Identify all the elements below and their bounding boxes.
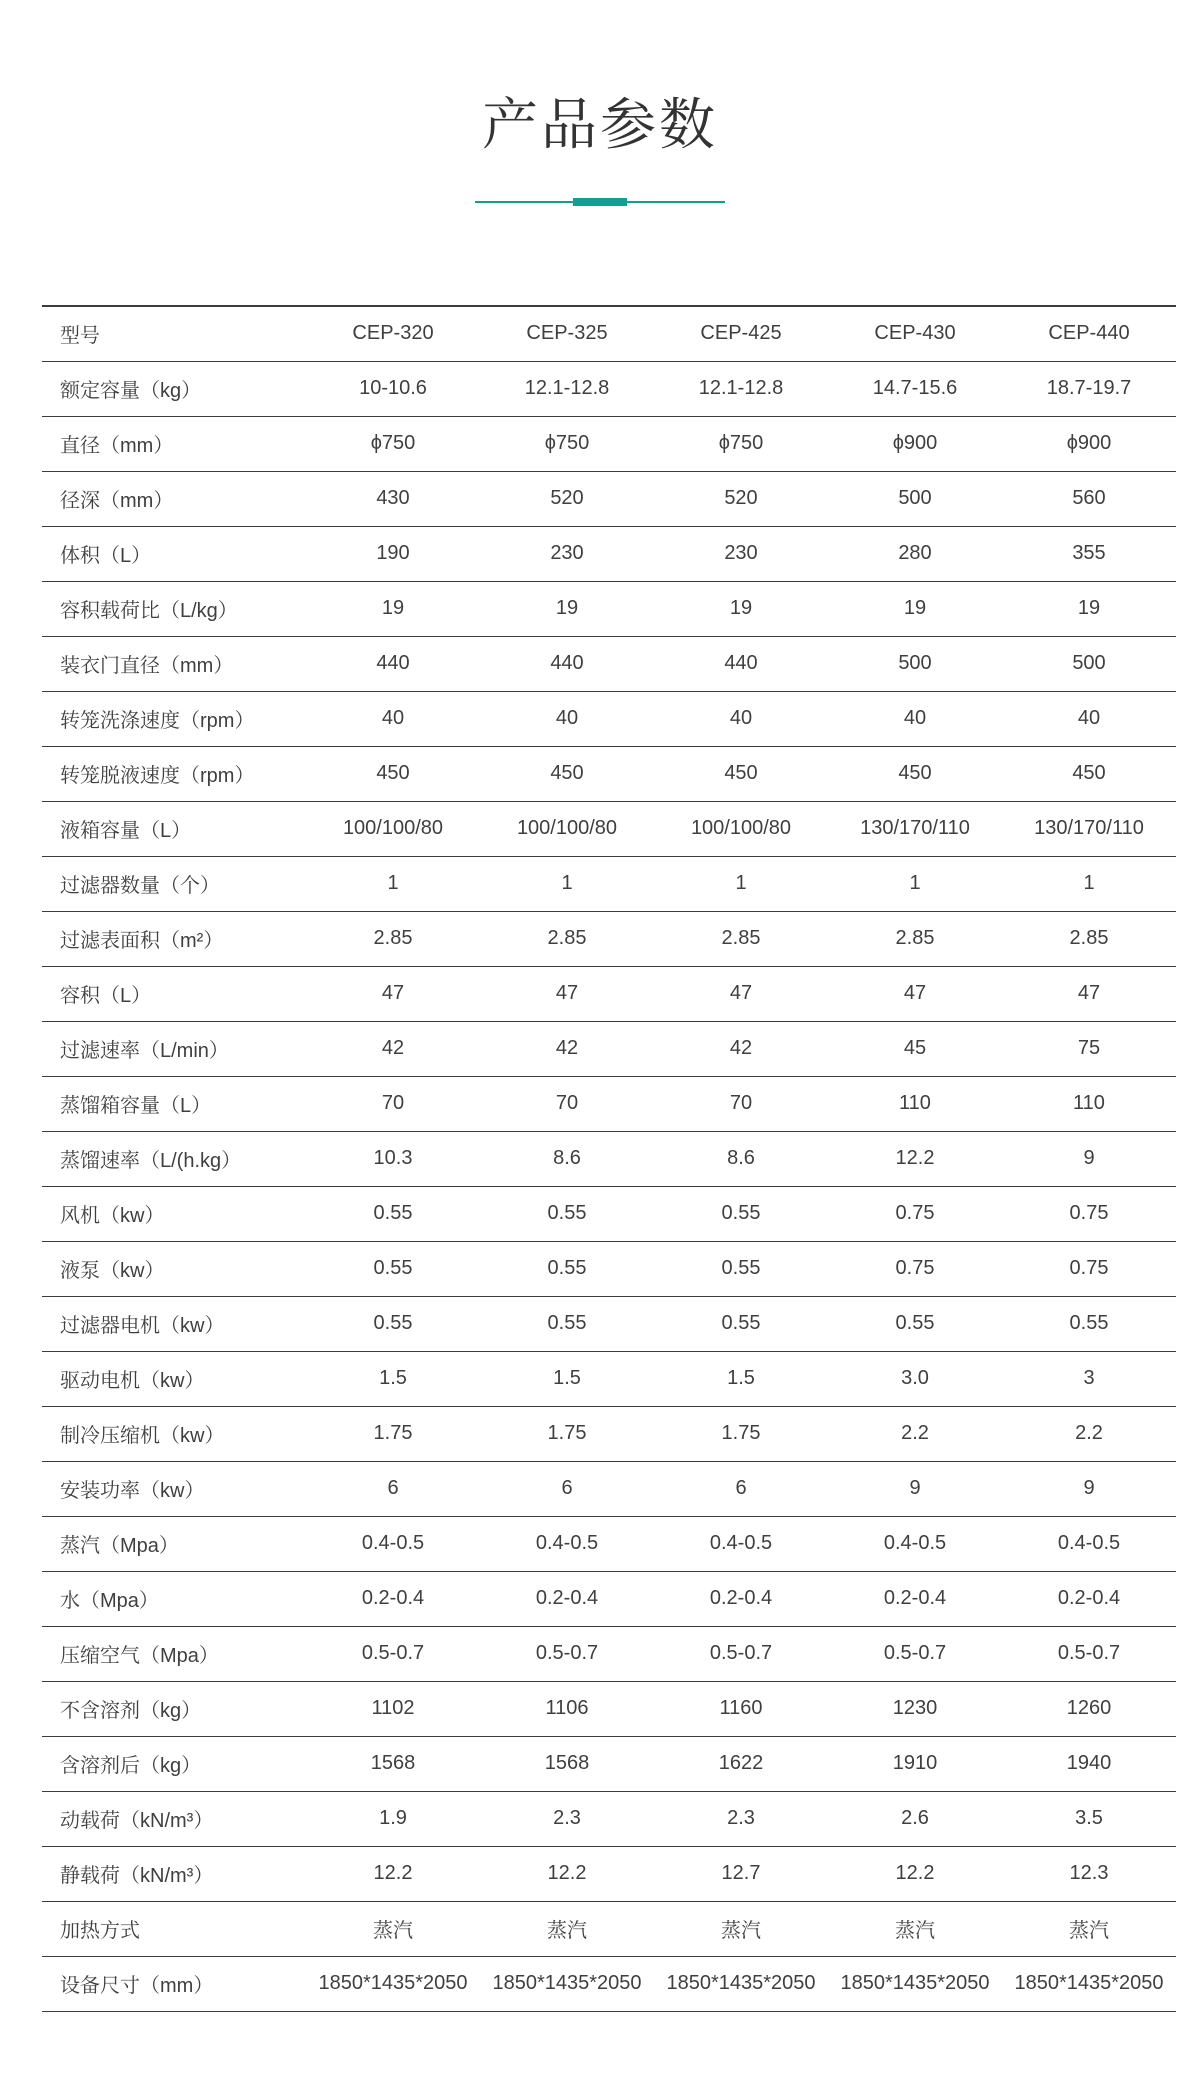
spec-value-cell: 12.7 xyxy=(654,1846,828,1901)
table-row xyxy=(42,1956,1176,2011)
spec-value-cell: 蒸汽 xyxy=(1002,1901,1176,1956)
spec-value-cell: 1 xyxy=(306,856,480,911)
spec-value-cell: 47 xyxy=(654,966,828,1021)
spec-value-cell: 130/170/110 xyxy=(1002,801,1176,856)
spec-value-cell: 1940 xyxy=(1002,1736,1176,1791)
spec-value-cell: 8.6 xyxy=(654,1131,828,1186)
spec-value-cell: 0.5-0.7 xyxy=(1002,1626,1176,1681)
model-column-header: CEP-320 xyxy=(306,306,480,362)
row-label: 设备尺寸（mm） xyxy=(42,1956,306,2011)
spec-value-cell: 450 xyxy=(1002,746,1176,801)
spec-value-cell: 75 xyxy=(1002,1021,1176,1076)
spec-table-body xyxy=(42,361,1176,2011)
spec-value-cell: 100/100/80 xyxy=(480,801,654,856)
spec-value-cell: ϕ750 xyxy=(306,416,480,471)
spec-value-cell: 1.75 xyxy=(480,1406,654,1461)
spec-value-cell: 280 xyxy=(828,526,1002,581)
spec-value-cell: 1160 xyxy=(654,1681,828,1736)
spec-value-cell: 1102 xyxy=(306,1681,480,1736)
spec-value-cell: 0.4-0.5 xyxy=(480,1516,654,1571)
spec-value-cell: ϕ750 xyxy=(654,416,828,471)
spec-value-cell: 450 xyxy=(480,746,654,801)
spec-value-cell: 190 xyxy=(306,526,480,581)
table-row xyxy=(42,1901,1176,1956)
spec-value-cell: 1622 xyxy=(654,1736,828,1791)
spec-value-cell: 70 xyxy=(480,1076,654,1131)
spec-value-cell: 47 xyxy=(306,966,480,1021)
spec-value-cell: 40 xyxy=(306,691,480,746)
table-row xyxy=(42,1021,1176,1076)
spec-value-cell: 0.5-0.7 xyxy=(828,1626,1002,1681)
spec-value-cell: 0.2-0.4 xyxy=(654,1571,828,1626)
row-label: 动载荷（kN/m³） xyxy=(42,1791,306,1846)
spec-value-cell: 2.2 xyxy=(1002,1406,1176,1461)
spec-value-cell: 0.55 xyxy=(480,1241,654,1296)
spec-value-cell: 560 xyxy=(1002,471,1176,526)
title-underline-accent xyxy=(573,198,627,206)
spec-value-cell: 0.55 xyxy=(480,1296,654,1351)
spec-value-cell: 1850*1435*2050 xyxy=(1002,1956,1176,2011)
row-label: 含溶剂后（kg） xyxy=(42,1736,306,1791)
spec-value-cell: 0.5-0.7 xyxy=(306,1626,480,1681)
row-label: 液泵（kw） xyxy=(42,1241,306,1296)
table-row xyxy=(42,636,1176,691)
spec-value-cell: 19 xyxy=(306,581,480,636)
spec-value-cell: 450 xyxy=(654,746,828,801)
table-row xyxy=(42,801,1176,856)
spec-value-cell: 1850*1435*2050 xyxy=(306,1956,480,2011)
spec-value-cell: 0.75 xyxy=(1002,1186,1176,1241)
spec-value-cell: 500 xyxy=(828,636,1002,691)
model-column-header: CEP-425 xyxy=(654,306,828,362)
table-row xyxy=(42,1516,1176,1571)
spec-value-cell: 0.2-0.4 xyxy=(828,1571,1002,1626)
spec-value-cell: 0.2-0.4 xyxy=(480,1571,654,1626)
row-label: 水（Mpa） xyxy=(42,1571,306,1626)
table-row xyxy=(42,1626,1176,1681)
row-label: 额定容量（kg） xyxy=(42,361,306,416)
spec-value-cell: 2.3 xyxy=(480,1791,654,1846)
spec-value-cell: 蒸汽 xyxy=(654,1901,828,1956)
spec-value-cell: 70 xyxy=(654,1076,828,1131)
spec-value-cell: 1106 xyxy=(480,1681,654,1736)
row-label: 容积载荷比（L/kg） xyxy=(42,581,306,636)
spec-value-cell: 130/170/110 xyxy=(828,801,1002,856)
spec-value-cell: 110 xyxy=(1002,1076,1176,1131)
spec-value-cell: 0.55 xyxy=(306,1296,480,1351)
row-label: 蒸馏速率（L/(h.kg） xyxy=(42,1131,306,1186)
spec-value-cell: 40 xyxy=(828,691,1002,746)
spec-value-cell: 2.85 xyxy=(306,911,480,966)
table-row xyxy=(42,581,1176,636)
spec-value-cell: 2.3 xyxy=(654,1791,828,1846)
spec-value-cell: 3.5 xyxy=(1002,1791,1176,1846)
spec-value-cell: 3.0 xyxy=(828,1351,1002,1406)
spec-value-cell: 47 xyxy=(828,966,1002,1021)
spec-value-cell: 440 xyxy=(480,636,654,691)
spec-value-cell: 1.75 xyxy=(654,1406,828,1461)
spec-value-cell: 1 xyxy=(828,856,1002,911)
table-row xyxy=(42,1791,1176,1846)
spec-value-cell: 440 xyxy=(306,636,480,691)
spec-value-cell: 10-10.6 xyxy=(306,361,480,416)
spec-value-cell: 19 xyxy=(828,581,1002,636)
spec-value-cell: 19 xyxy=(1002,581,1176,636)
spec-value-cell: 2.85 xyxy=(654,911,828,966)
spec-value-cell: 1568 xyxy=(306,1736,480,1791)
row-label: 转笼脱液速度（rpm） xyxy=(42,746,306,801)
spec-value-cell: 0.55 xyxy=(654,1241,828,1296)
spec-value-cell: 2.85 xyxy=(1002,911,1176,966)
spec-value-cell: 0.75 xyxy=(1002,1241,1176,1296)
row-label: 体积（L） xyxy=(42,526,306,581)
title-underline xyxy=(475,198,725,206)
spec-value-cell: 0.75 xyxy=(828,1241,1002,1296)
spec-value-cell: 14.7-15.6 xyxy=(828,361,1002,416)
product-spec-table xyxy=(42,305,1176,2012)
row-label: 静载荷（kN/m³） xyxy=(42,1846,306,1901)
spec-value-cell: 0.55 xyxy=(654,1296,828,1351)
table-row xyxy=(42,1736,1176,1791)
spec-value-cell: 1 xyxy=(480,856,654,911)
row-label: 蒸馏箱容量（L） xyxy=(42,1076,306,1131)
spec-value-cell: 110 xyxy=(828,1076,1002,1131)
spec-value-cell: 355 xyxy=(1002,526,1176,581)
spec-value-cell: 蒸汽 xyxy=(480,1901,654,1956)
spec-value-cell: 1.5 xyxy=(306,1351,480,1406)
table-header-row xyxy=(42,306,1176,362)
spec-value-cell: 12.2 xyxy=(828,1131,1002,1186)
spec-value-cell: ϕ900 xyxy=(828,416,1002,471)
spec-value-cell: 1850*1435*2050 xyxy=(480,1956,654,2011)
spec-value-cell: 12.3 xyxy=(1002,1846,1176,1901)
table-row xyxy=(42,1186,1176,1241)
spec-value-cell: 9 xyxy=(1002,1461,1176,1516)
spec-value-cell: 0.5-0.7 xyxy=(654,1626,828,1681)
spec-value-cell: 47 xyxy=(480,966,654,1021)
spec-value-cell: 520 xyxy=(654,471,828,526)
spec-value-cell: 450 xyxy=(828,746,1002,801)
model-column-header: CEP-440 xyxy=(1002,306,1176,362)
spec-value-cell: 2.6 xyxy=(828,1791,1002,1846)
spec-value-cell: 230 xyxy=(654,526,828,581)
header-label: 型号 xyxy=(42,306,306,362)
spec-value-cell: 蒸汽 xyxy=(306,1901,480,1956)
spec-value-cell: 42 xyxy=(480,1021,654,1076)
spec-value-cell: 42 xyxy=(306,1021,480,1076)
spec-value-cell: 0.55 xyxy=(1002,1296,1176,1351)
row-label: 液箱容量（L） xyxy=(42,801,306,856)
spec-value-cell: 19 xyxy=(654,581,828,636)
spec-value-cell: 42 xyxy=(654,1021,828,1076)
spec-value-cell: 蒸汽 xyxy=(828,1901,1002,1956)
spec-value-cell: 230 xyxy=(480,526,654,581)
spec-value-cell: 9 xyxy=(1002,1131,1176,1186)
spec-value-cell: 6 xyxy=(480,1461,654,1516)
spec-value-cell: 1568 xyxy=(480,1736,654,1791)
table-row xyxy=(42,1681,1176,1736)
spec-value-cell: 2.85 xyxy=(828,911,1002,966)
spec-value-cell: 12.1-12.8 xyxy=(654,361,828,416)
row-label: 不含溶剂（kg） xyxy=(42,1681,306,1736)
row-label: 过滤速率（L/min） xyxy=(42,1021,306,1076)
table-row xyxy=(42,416,1176,471)
spec-value-cell: 1230 xyxy=(828,1681,1002,1736)
spec-value-cell: 40 xyxy=(1002,691,1176,746)
spec-value-cell: 6 xyxy=(306,1461,480,1516)
row-label: 过滤器电机（kw） xyxy=(42,1296,306,1351)
table-row xyxy=(42,526,1176,581)
spec-value-cell: 45 xyxy=(828,1021,1002,1076)
table-row xyxy=(42,361,1176,416)
table-row xyxy=(42,1846,1176,1901)
table-row xyxy=(42,1571,1176,1626)
spec-value-cell: 12.2 xyxy=(828,1846,1002,1901)
spec-value-cell: 40 xyxy=(654,691,828,746)
spec-value-cell: 70 xyxy=(306,1076,480,1131)
table-row xyxy=(42,1241,1176,1296)
spec-value-cell: 440 xyxy=(654,636,828,691)
spec-value-cell: 12.1-12.8 xyxy=(480,361,654,416)
table-row xyxy=(42,966,1176,1021)
spec-value-cell: 12.2 xyxy=(306,1846,480,1901)
spec-value-cell: 9 xyxy=(828,1461,1002,1516)
spec-value-cell: 2.2 xyxy=(828,1406,1002,1461)
table-row xyxy=(42,1296,1176,1351)
spec-value-cell: 0.55 xyxy=(480,1186,654,1241)
spec-value-cell: 0.4-0.5 xyxy=(306,1516,480,1571)
spec-value-cell: 0.4-0.5 xyxy=(654,1516,828,1571)
row-label: 径深（mm） xyxy=(42,471,306,526)
spec-value-cell: ϕ900 xyxy=(1002,416,1176,471)
spec-value-cell: 0.2-0.4 xyxy=(306,1571,480,1626)
spec-value-cell: 18.7-19.7 xyxy=(1002,361,1176,416)
spec-value-cell: 0.2-0.4 xyxy=(1002,1571,1176,1626)
table-row xyxy=(42,1406,1176,1461)
row-label: 制冷压缩机（kw） xyxy=(42,1406,306,1461)
spec-value-cell: ϕ750 xyxy=(480,416,654,471)
page-title: 产品参数 xyxy=(482,93,718,156)
table-row xyxy=(42,471,1176,526)
row-label: 容积（L） xyxy=(42,966,306,1021)
spec-value-cell: 0.5-0.7 xyxy=(480,1626,654,1681)
spec-value-cell: 8.6 xyxy=(480,1131,654,1186)
table-row xyxy=(42,691,1176,746)
spec-value-cell: 1 xyxy=(654,856,828,911)
row-label: 驱动电机（kw） xyxy=(42,1351,306,1406)
spec-value-cell: 10.3 xyxy=(306,1131,480,1186)
table-row xyxy=(42,911,1176,966)
spec-value-cell: 450 xyxy=(306,746,480,801)
spec-value-cell: 1850*1435*2050 xyxy=(654,1956,828,2011)
spec-value-cell: 1.75 xyxy=(306,1406,480,1461)
spec-value-cell: 1.9 xyxy=(306,1791,480,1846)
spec-value-cell: 430 xyxy=(306,471,480,526)
model-column-header: CEP-325 xyxy=(480,306,654,362)
row-label: 直径（mm） xyxy=(42,416,306,471)
spec-value-cell: 100/100/80 xyxy=(654,801,828,856)
spec-value-cell: 0.55 xyxy=(306,1186,480,1241)
spec-value-cell: 0.4-0.5 xyxy=(1002,1516,1176,1571)
spec-value-cell: 12.2 xyxy=(480,1846,654,1901)
spec-value-cell: 2.85 xyxy=(480,911,654,966)
table-row xyxy=(42,856,1176,911)
spec-value-cell: 40 xyxy=(480,691,654,746)
spec-value-cell: 500 xyxy=(1002,636,1176,691)
row-label: 风机（kw） xyxy=(42,1186,306,1241)
spec-value-cell: 100/100/80 xyxy=(306,801,480,856)
spec-value-cell: 6 xyxy=(654,1461,828,1516)
spec-value-cell: 1 xyxy=(1002,856,1176,911)
spec-value-cell: 3 xyxy=(1002,1351,1176,1406)
spec-value-cell: 0.55 xyxy=(306,1241,480,1296)
model-column-header: CEP-430 xyxy=(828,306,1002,362)
row-label: 压缩空气（Mpa） xyxy=(42,1626,306,1681)
spec-value-cell: 520 xyxy=(480,471,654,526)
spec-value-cell: 19 xyxy=(480,581,654,636)
row-label: 转笼洗涤速度（rpm） xyxy=(42,691,306,746)
table-row xyxy=(42,1461,1176,1516)
spec-value-cell: 0.75 xyxy=(828,1186,1002,1241)
spec-value-cell: 1.5 xyxy=(480,1351,654,1406)
row-label: 装衣门直径（mm） xyxy=(42,636,306,691)
spec-value-cell: 1850*1435*2050 xyxy=(828,1956,1002,2011)
table-row xyxy=(42,1351,1176,1406)
spec-value-cell: 0.4-0.5 xyxy=(828,1516,1002,1571)
table-row xyxy=(42,1131,1176,1186)
spec-value-cell: 47 xyxy=(1002,966,1176,1021)
spec-value-cell: 1.5 xyxy=(654,1351,828,1406)
row-label: 过滤表面积（m²） xyxy=(42,911,306,966)
spec-value-cell: 0.55 xyxy=(828,1296,1002,1351)
spec-value-cell: 500 xyxy=(828,471,1002,526)
row-label: 过滤器数量（个） xyxy=(42,856,306,911)
table-row xyxy=(42,746,1176,801)
spec-value-cell: 0.55 xyxy=(654,1186,828,1241)
row-label: 加热方式 xyxy=(42,1901,306,1956)
table-row xyxy=(42,1076,1176,1131)
spec-value-cell: 1260 xyxy=(1002,1681,1176,1736)
spec-value-cell: 1910 xyxy=(828,1736,1002,1791)
row-label: 安装功率（kw） xyxy=(42,1461,306,1516)
row-label: 蒸汽（Mpa） xyxy=(42,1516,306,1571)
